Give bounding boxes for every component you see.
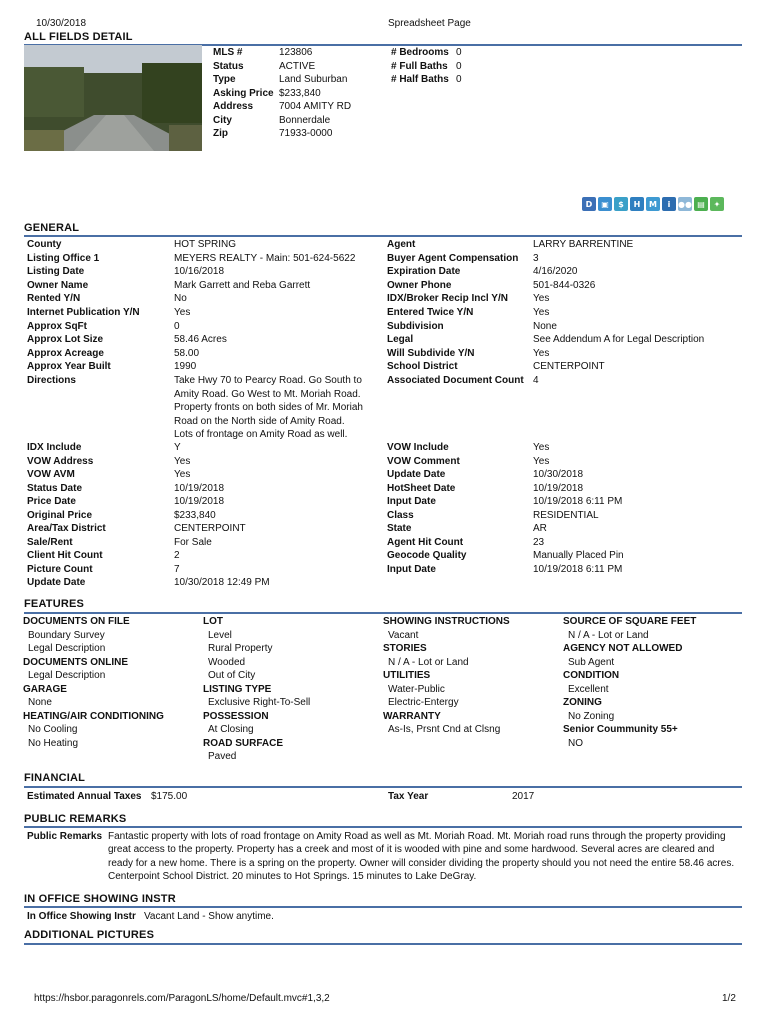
- financial-title: FINANCIAL: [24, 772, 86, 784]
- in-office-label: In Office Showing Instr: [27, 911, 136, 922]
- features-title: FEATURES: [24, 598, 85, 610]
- tax-year-value: 2017: [512, 791, 535, 802]
- field-value: 10/30/2018 12:49 PM: [174, 577, 270, 588]
- field-label: IDX/Broker Recip Incl Y/N: [387, 293, 508, 305]
- field-label: Status: [213, 60, 244, 72]
- field-value: Bonnerdale: [279, 114, 331, 126]
- people-icon[interactable]: ●●: [678, 197, 692, 211]
- field-label: Agent: [387, 239, 416, 250]
- field-label: Listing Office 1: [27, 252, 100, 264]
- field-label: VOW Address: [27, 455, 94, 467]
- section-divider: [24, 943, 742, 945]
- field-label: Buyer Agent Compensation: [387, 252, 519, 264]
- field-label: Approx Year Built: [27, 361, 111, 373]
- feature-value: N / A - Lot or Land: [388, 656, 469, 668]
- directions-line: Take Hwy 70 to Pearcy Road. Go South to: [174, 375, 362, 386]
- in-office-title: IN OFFICE SHOWING INSTR: [24, 893, 176, 905]
- field-value: 58.46 Acres: [174, 334, 227, 346]
- property-photo-image: [24, 45, 202, 151]
- field-label: IDX Include: [27, 442, 82, 453]
- field-value: 10/19/2018: [533, 482, 584, 494]
- field-label: Geocode Quality: [387, 550, 467, 561]
- feature-value: No Zoning: [568, 710, 615, 722]
- section-divider: [24, 235, 742, 237]
- action-icon-bar: [582, 197, 724, 211]
- field-label: Will Subdivide Y/N: [387, 347, 475, 359]
- field-label: Type: [213, 74, 236, 85]
- field-label: Legal: [387, 334, 414, 346]
- field-label: Picture Count: [27, 563, 93, 575]
- field-value: 2: [174, 550, 180, 561]
- field-label: Agent Hit Count: [387, 536, 464, 548]
- footer-url[interactable]: https://hsbor.paragonrels.com/ParagonLS/home/Default.mvc#1,3,2: [34, 993, 330, 1004]
- feature-heading: WARRANTY: [383, 710, 441, 722]
- page-title: Spreadsheet Page: [388, 18, 471, 29]
- feature-value: Sub Agent: [568, 656, 615, 668]
- field-value: CENTERPOINT: [174, 523, 246, 534]
- field-value: 0: [456, 74, 462, 85]
- field-value: 0: [174, 320, 180, 332]
- field-label: Update Date: [387, 469, 446, 480]
- camera-icon[interactable]: ▣: [598, 197, 612, 211]
- print-date: 10/30/2018: [36, 18, 87, 29]
- public-remarks-label: Public Remarks: [27, 831, 103, 842]
- tax-value: $175.00: [151, 791, 188, 802]
- feature-value: Boundary Survey: [28, 629, 105, 641]
- feature-heading: ZONING: [563, 697, 602, 708]
- field-label: Entered Twice Y/N: [387, 307, 474, 318]
- field-label: Status Date: [27, 482, 83, 494]
- field-value: Yes: [533, 307, 550, 318]
- feature-value: No Cooling: [28, 724, 78, 735]
- field-value: 10/19/2018: [174, 482, 225, 494]
- field-label: Area/Tax District: [27, 523, 106, 534]
- feature-heading: Senior Coummunity 55+: [563, 724, 678, 735]
- feature-heading: GARAGE: [23, 683, 67, 695]
- field-label: City: [213, 114, 232, 126]
- field-value: 501-844-0326: [533, 279, 596, 291]
- field-value: CENTERPOINT: [533, 361, 605, 373]
- walk-icon[interactable]: ✦: [710, 197, 724, 211]
- field-label: VOW AVM: [27, 469, 75, 480]
- feature-heading: SHOWING INSTRUCTIONS: [383, 616, 510, 627]
- field-value: Manually Placed Pin: [533, 550, 624, 561]
- field-label: Sale/Rent: [27, 536, 73, 548]
- field-value: Yes: [174, 307, 191, 318]
- public-remarks-text: Fantastic property with lots of road frontage on Amity Road as well as Mt. Moriah Road. Mt. Moriah road runs through the property providing great access to the property. Property has a creek and most of it is wooded with pine and some hardwood. Several acres are cleared and ready for a new home. There is a spring on the property. Owner will consider dividing the property should you not need the entire 58.46 acres. Centerpoint School District. 20 minutes to Hot Springs. 15 minutes to Lake DeGray.: [108, 831, 735, 883]
- feature-value: Water-Public: [388, 683, 445, 695]
- feature-value: Legal Description: [28, 643, 106, 654]
- section-divider: [24, 826, 742, 828]
- field-label: Subdivision: [387, 320, 444, 332]
- feature-heading: STORIES: [383, 643, 427, 654]
- field-label: Original Price: [27, 509, 93, 521]
- feature-value: Paved: [208, 751, 237, 762]
- feature-value: NO: [568, 737, 583, 749]
- field-value: $233,840: [279, 87, 321, 99]
- field-value: Y: [174, 442, 181, 453]
- feature-heading: DOCUMENTS ONLINE: [23, 656, 128, 668]
- feature-heading: UTILITIES: [383, 670, 431, 681]
- directions-line: Road on the North side of Amity Road.: [174, 415, 345, 427]
- field-label: State: [387, 523, 412, 534]
- field-value: 1990: [174, 361, 197, 373]
- feature-value: Electric-Entergy: [388, 697, 459, 708]
- field-value: 4: [533, 375, 539, 386]
- field-label: Associated Document Count: [387, 375, 524, 386]
- field-value: $233,840: [174, 509, 216, 521]
- field-value: LARRY BARRENTINE: [533, 239, 634, 250]
- public-remarks-title: PUBLIC REMARKS: [24, 813, 127, 825]
- field-label: Expiration Date: [387, 266, 461, 278]
- feature-value: N / A - Lot or Land: [568, 629, 649, 641]
- directions-line: Lots of frontage on Amity Road as well.: [174, 429, 348, 441]
- field-value: MEYERS REALTY - Main: 501-624-5622: [174, 252, 356, 264]
- feature-heading: HEATING/AIR CONDITIONING: [23, 710, 164, 722]
- section-divider: [24, 906, 742, 908]
- feature-value: Wooded: [208, 656, 246, 668]
- field-value: 71933-0000: [279, 128, 333, 139]
- directions-line: Amity Road. Go West to Mt. Moriah Road.: [174, 388, 361, 400]
- doc-icon[interactable]: D: [582, 197, 596, 211]
- field-value: ACTIVE: [279, 60, 316, 72]
- feature-heading: AGENCY NOT ALLOWED: [563, 643, 683, 654]
- field-value: HOT SPRING: [174, 239, 237, 250]
- feature-heading: ROAD SURFACE: [203, 737, 284, 749]
- field-label: School District: [387, 361, 458, 373]
- h-icon[interactable]: H: [630, 197, 644, 211]
- field-label: Approx Lot Size: [27, 334, 104, 346]
- dollar-icon[interactable]: $: [614, 197, 628, 211]
- feature-value: At Closing: [208, 724, 254, 735]
- field-value: Mark Garrett and Reba Garrett: [174, 279, 311, 291]
- field-value: Yes: [533, 293, 550, 305]
- field-label: County: [27, 239, 62, 250]
- field-label: Class: [387, 509, 414, 521]
- feature-value: Excellent: [568, 683, 609, 695]
- field-value: See Addendum A for Legal Description: [533, 334, 705, 346]
- feature-value: Rural Property: [208, 643, 273, 654]
- field-value: 58.00: [174, 347, 200, 359]
- feature-value: Legal Description: [28, 670, 106, 681]
- field-value: 10/19/2018 6:11 PM: [533, 563, 623, 575]
- info-icon[interactable]: i: [662, 197, 676, 211]
- field-value: 0: [456, 60, 462, 72]
- field-value: RESIDENTIAL: [533, 509, 599, 521]
- field-label: Approx Acreage: [27, 347, 104, 359]
- lock-icon[interactable]: ▤: [694, 197, 708, 211]
- section-divider: [24, 612, 742, 614]
- field-label: # Bedrooms: [391, 47, 449, 58]
- field-value: Yes: [533, 455, 550, 467]
- field-value: Yes: [174, 455, 191, 467]
- field-label: Price Date: [27, 496, 76, 507]
- field-value: Yes: [533, 347, 550, 359]
- additional-pictures-title: ADDITIONAL PICTURES: [24, 929, 155, 941]
- field-label: Directions: [27, 375, 76, 386]
- feature-value: Exclusive Right-To-Sell: [208, 697, 311, 708]
- feature-value: Out of City: [208, 670, 256, 681]
- feature-value: As-Is, Prsnt Cnd at Clsng: [388, 724, 501, 735]
- field-label: Input Date: [387, 496, 436, 507]
- property-photo[interactable]: [24, 45, 202, 151]
- field-label: Listing Date: [27, 266, 85, 278]
- field-label: Address: [213, 101, 254, 112]
- field-label: Approx SqFt: [27, 320, 87, 332]
- field-label: Internet Publication Y/N: [27, 307, 140, 318]
- field-label: Update Date: [27, 577, 86, 588]
- field-value: 7004 AMITY RD: [279, 101, 352, 112]
- field-label: Zip: [213, 128, 228, 139]
- field-value: 123806: [279, 47, 313, 58]
- tax-label: Estimated Annual Taxes: [27, 791, 142, 802]
- field-value: 23: [533, 536, 545, 548]
- general-title: GENERAL: [24, 222, 80, 234]
- field-value: 4/16/2020: [533, 266, 578, 278]
- field-value: For Sale: [174, 536, 212, 548]
- field-value: 10/16/2018: [174, 266, 225, 278]
- field-label: VOW Comment: [387, 455, 460, 467]
- field-value: 10/19/2018 6:11 PM: [533, 496, 623, 507]
- feature-heading: SOURCE OF SQUARE FEET: [563, 616, 697, 627]
- feature-heading: LISTING TYPE: [203, 683, 272, 695]
- feature-value: None: [28, 697, 52, 708]
- directions-line: Property fronts on both sides of Mr. Moriah: [174, 402, 363, 414]
- feature-heading: DOCUMENTS ON FILE: [23, 616, 130, 627]
- field-label: # Full Baths: [391, 60, 448, 72]
- tax-year-label: Tax Year: [388, 791, 429, 802]
- m-icon[interactable]: M: [646, 197, 660, 211]
- field-label: Asking Price: [213, 87, 274, 99]
- field-label: Rented Y/N: [27, 293, 81, 305]
- field-value: AR: [533, 523, 547, 534]
- feature-value: Level: [208, 629, 232, 641]
- field-value: 7: [174, 563, 180, 575]
- section-divider: [24, 786, 742, 788]
- field-label: HotSheet Date: [387, 482, 456, 494]
- field-value: 10/30/2018: [533, 469, 584, 480]
- field-value: Land Suburban: [279, 74, 348, 85]
- field-value: 3: [533, 252, 539, 264]
- feature-heading: LOT: [203, 616, 223, 627]
- field-value: None: [533, 320, 557, 332]
- field-value: Yes: [174, 469, 191, 480]
- field-label: Input Date: [387, 563, 436, 575]
- field-label: # Half Baths: [391, 74, 449, 85]
- field-label: Owner Phone: [387, 279, 452, 291]
- field-value: 0: [456, 47, 462, 58]
- field-value: 10/19/2018: [174, 496, 225, 507]
- field-label: Client Hit Count: [27, 550, 103, 561]
- feature-heading: POSSESSION: [203, 710, 269, 722]
- field-value: Yes: [533, 442, 550, 453]
- field-label: MLS #: [213, 47, 243, 58]
- feature-value: No Heating: [28, 737, 79, 749]
- field-label: Owner Name: [27, 279, 89, 291]
- field-value: No: [174, 293, 187, 305]
- feature-heading: CONDITION: [563, 670, 620, 681]
- in-office-value: Vacant Land - Show anytime.: [144, 911, 274, 922]
- field-label: VOW Include: [387, 442, 449, 453]
- page-number: 1/2: [722, 993, 736, 1004]
- feature-value: Vacant: [388, 629, 419, 641]
- all-fields-title: ALL FIELDS DETAIL: [24, 31, 133, 43]
